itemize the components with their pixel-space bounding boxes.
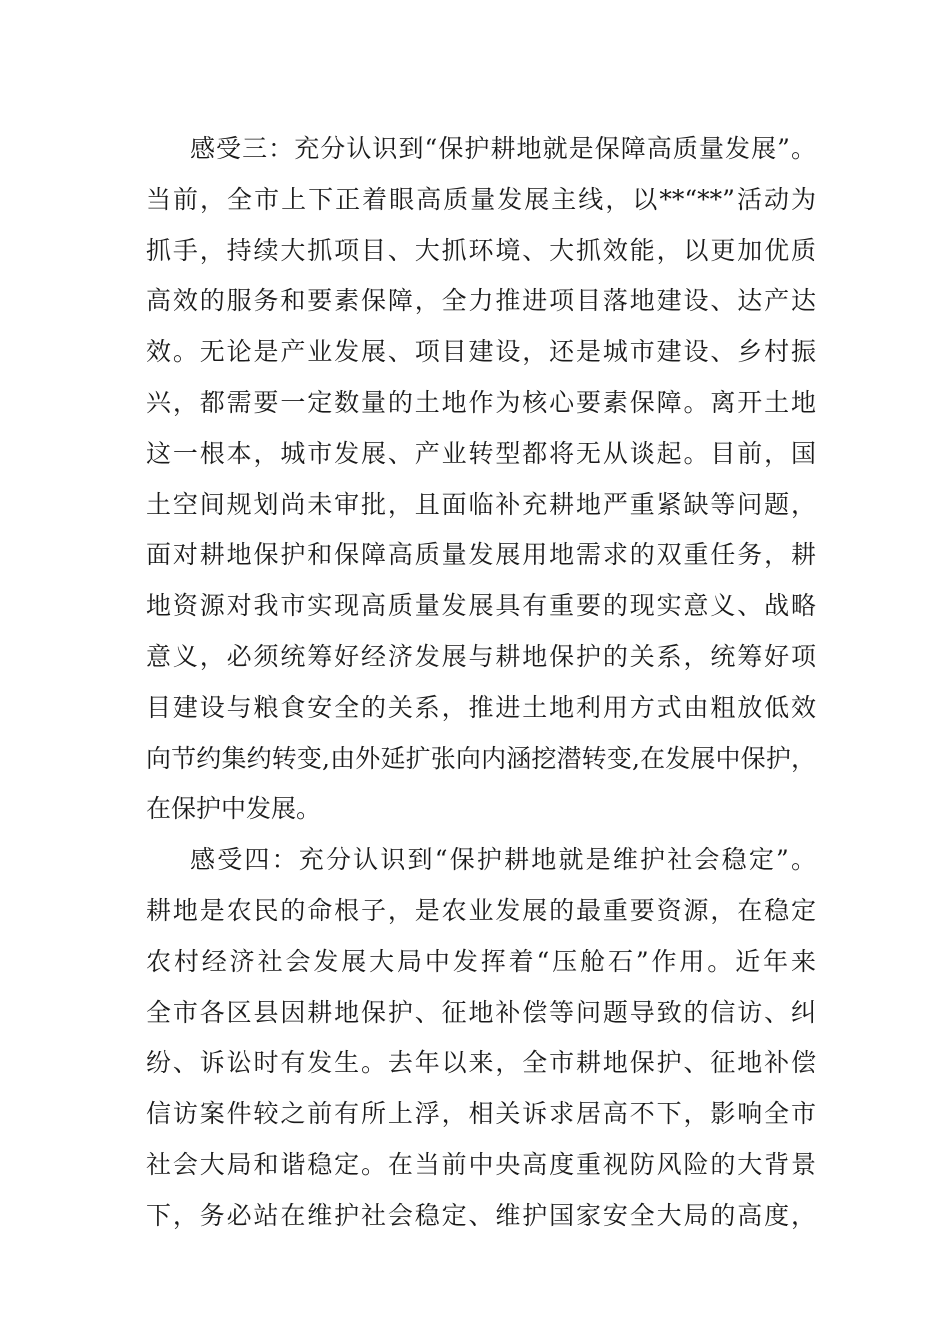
text-line: 农村经济社会发展大局中发挥着“压舱石”作用。近年来 [146, 946, 816, 976]
text-line: 兴，都需要一定数量的土地作为核心要素保障。离开土地 [146, 387, 816, 417]
text-line: 高效的服务和要素保障，全力推进项目落地建设、达产达 [146, 286, 816, 316]
text-line: 下，务必站在维护社会稳定、维护国家安全大局的高度， [146, 1200, 816, 1230]
paragraph-feeling-three [146, 124, 816, 835]
paragraph-heading-line: 感受三：充分认识到“保护耕地就是保障高质量发展”。 [190, 134, 816, 163]
text-line: 意义，必须统筹好经济发展与耕地保护的关系，统筹好项 [146, 641, 816, 671]
text-line: 抓手，持续大抓项目、大抓环境、大抓效能，以更加优质 [146, 235, 816, 265]
paragraph-feeling-four [146, 835, 816, 1241]
text-line: 地资源对我市实现高质量发展具有重要的现实意义、战略 [146, 591, 816, 621]
text-line: 纷、诉讼时有发生。去年以来，全市耕地保护、征地补偿 [146, 1048, 816, 1078]
document-body [146, 124, 816, 1242]
text-line: 效。无论是产业发展、项目建设，还是城市建设、乡村振 [146, 337, 816, 367]
text-line: 土空间规划尚未审批，且面临补充耕地严重紧缺等问题， [146, 489, 816, 519]
text-line: 在保护中发展。 [146, 794, 322, 824]
text-line: 这一根本，城市发展、产业转型都将无从谈起。目前，国 [146, 438, 816, 468]
text-line: 信访案件较之前有所上浮，相关诉求居高不下，影响全市 [146, 1099, 816, 1129]
text-line: 全市各区县因耕地保护、征地补偿等问题导致的信访、纠 [146, 997, 816, 1027]
text-line: 当前，全市上下正着眼高质量发展主线，以**“**”活动为 [146, 184, 816, 214]
paragraph-heading-line: 感受四：充分认识到“保护耕地就是维护社会稳定”。 [190, 845, 816, 875]
text-line: 向节约集约转变,由外延扩张向内涵挖潜转变,在发展中保护， [146, 743, 816, 773]
text-line: 耕地是农民的命根子，是农业发展的最重要资源，在稳定 [146, 895, 816, 925]
text-line: 面对耕地保护和保障高质量发展用地需求的双重任务，耕 [146, 540, 816, 570]
text-line: 社会大局和谐稳定。在当前中央高度重视防风险的大背景 [146, 1149, 816, 1179]
text-line: 目建设与粮食安全的关系，推进土地利用方式由粗放低效 [146, 692, 816, 722]
